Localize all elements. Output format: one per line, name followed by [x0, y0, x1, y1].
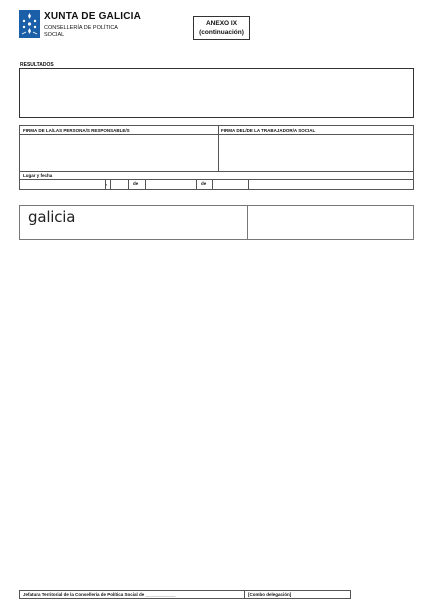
department-line-2: SOCIAL — [44, 32, 65, 38]
annex-title: ANEXO IX — [205, 20, 238, 27]
de-label-2: de — [201, 181, 207, 186]
org-name: XUNTA DE GALICIA — [44, 11, 142, 22]
comma-separator: , — [106, 181, 108, 186]
de-label-1: de — [133, 181, 139, 186]
results-field[interactable] — [19, 68, 414, 118]
annex-box — [193, 16, 250, 40]
footer-jefatura: Jefatura Territorial de la Consellería de Política Social de ____________ — [19, 590, 245, 599]
year-input[interactable] — [213, 180, 247, 189]
divider — [128, 179, 129, 190]
divider — [248, 179, 249, 190]
galicia-logo: galicia — [28, 208, 76, 226]
brand-box — [19, 205, 414, 240]
signature-table — [19, 125, 414, 190]
month-input[interactable] — [146, 180, 195, 189]
social-worker-signature-field[interactable] — [220, 135, 413, 170]
results-label: RESULTADOS — [20, 62, 54, 68]
responsible-signature-label: FIRMA DE LA/LAS PERSONA/S RESPONSABLE/S — [23, 128, 130, 133]
place-date-label: Lugar y fecha — [23, 173, 53, 178]
social-worker-signature-label: FIRMA DEL/DE LA TRABAJADOR/A SOCIAL — [221, 128, 316, 133]
place-input[interactable] — [21, 180, 104, 189]
footer-delegation-combo[interactable]: [Combo delegación] — [245, 590, 351, 599]
day-input[interactable] — [111, 180, 127, 189]
divider — [218, 126, 219, 171]
divider — [247, 205, 248, 240]
responsible-signature-field[interactable] — [21, 135, 217, 170]
divider — [20, 171, 413, 172]
xunta-shield-icon — [19, 10, 40, 38]
annex-subtitle: (continuación) — [199, 29, 244, 36]
divider — [196, 179, 197, 190]
department-line-1: CONSELLERÍA DE POLÍTICA — [44, 25, 118, 31]
